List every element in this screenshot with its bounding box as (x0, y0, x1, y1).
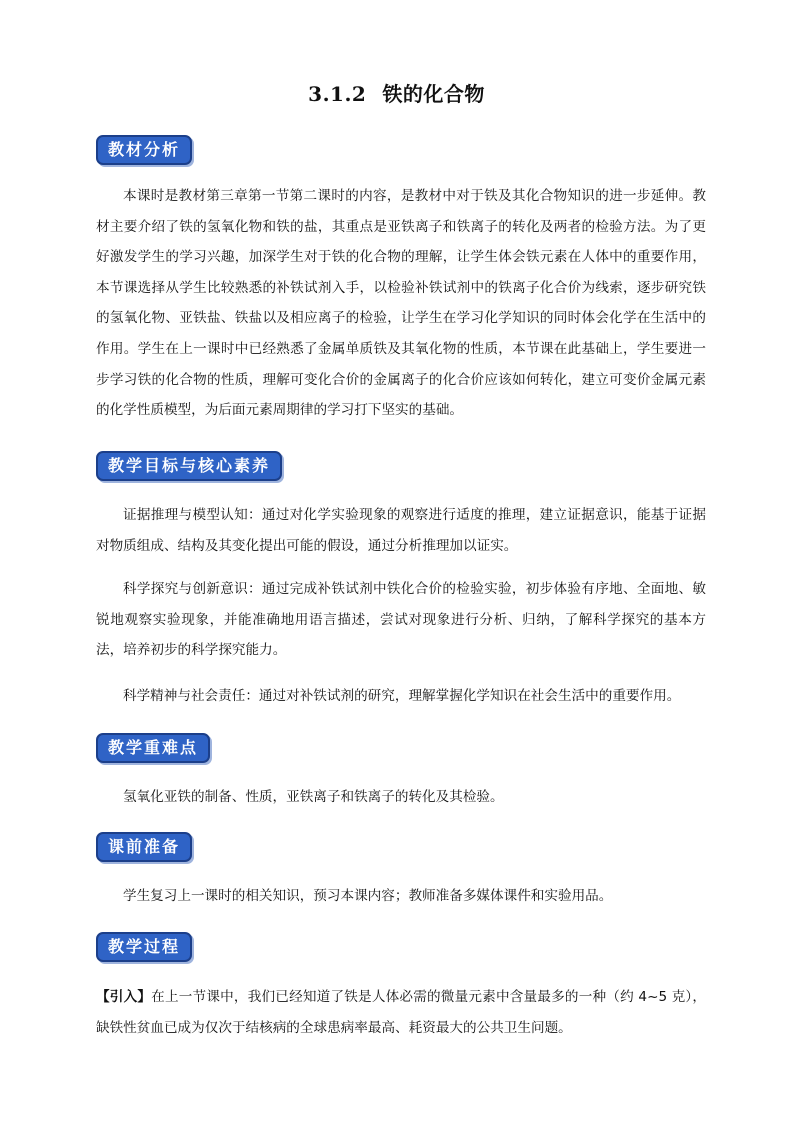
intro-text: 在上一节课中，我们已经知道了铁是人体必需的微量元素中含量最多的一种（约 4~5 克），缺铁性贫血已成为仅次于结核病的全球患病率最高、耗资最大的公共卫生问题。 (96, 989, 706, 1036)
section-heading-preparation: 课前准备 (96, 832, 192, 862)
section-heading-objectives: 教学目标与核心素养 (96, 451, 282, 481)
objective-paragraph-2: 科学探究与创新意识：通过完成补铁试剂中铁化合价的检验实验，初步体验有序地、全面地、敏锐地观察实验现象，并能准确地用语言描述，尝试对现象进行分析、归纳，了解科学探究的基本方法，培养初步的科学探究能力。 (96, 581, 706, 659)
preparation-paragraph: 学生复习上一课时的相关知识，预习本课内容；教师准备多媒体课件和实验用品。 (123, 888, 613, 904)
title-text: 铁的化合物 (382, 82, 485, 106)
analysis-paragraph: 本课时是教材第三章第一节第二课时的内容，是教材中对于铁及其化合物知识的进一步延伸。教材主要介绍了铁的氢氧化物和铁的盐，其重点是亚铁离子和铁离子的转化及两者的检验方法。为了更好激发学生的学习兴趣，加深学生对于铁的化合物的理解，让学生体会铁元素在人体中的重要作用，本节课选择从学生比较熟悉的补铁试剂入手，以检验补铁试剂中的铁离子化合价为线索，逐步研究铁的氢氧化物、亚铁盐、铁盐以及相应离子的检验，让学生在学习化学知识的同时体会化学在生活中的作用。学生在上一课时中已经熟悉了金属单质铁及其氧化物的性质，本节课在此基础上，学生要进一步学习铁的化合物的性质，理解可变化合价的金属离子的化合价应该如何转化，建立可变价金属元素的化学性质模型，为后面元素周期律的学习打下坚实的基础。 (96, 188, 706, 419)
objective-paragraph-1: 证据推理与模型认知：通过对化学实验现象的观察进行适度的推理，建立证据意识，能基于证据对物质组成、结构及其变化提出可能的假设，通过分析推理加以证实。 (96, 507, 706, 554)
title-number: 3.1.2 (308, 82, 367, 106)
intro-tag: 【引入】 (96, 989, 152, 1005)
objective-paragraph-3: 科学精神与社会责任：通过对补铁试剂的研究，理解掌握化学知识在社会生活中的重要作用。 (123, 688, 681, 704)
section-heading-process: 教学过程 (96, 932, 192, 962)
section-heading-analysis: 教材分析 (96, 135, 192, 165)
intro-paragraph (96, 982, 706, 1043)
key-points-paragraph: 氢氧化亚铁的制备、性质，亚铁离子和铁离子的转化及其检验。 (123, 789, 504, 805)
section-heading-key-points: 教学重难点 (96, 733, 210, 763)
document-title (0, 78, 793, 107)
